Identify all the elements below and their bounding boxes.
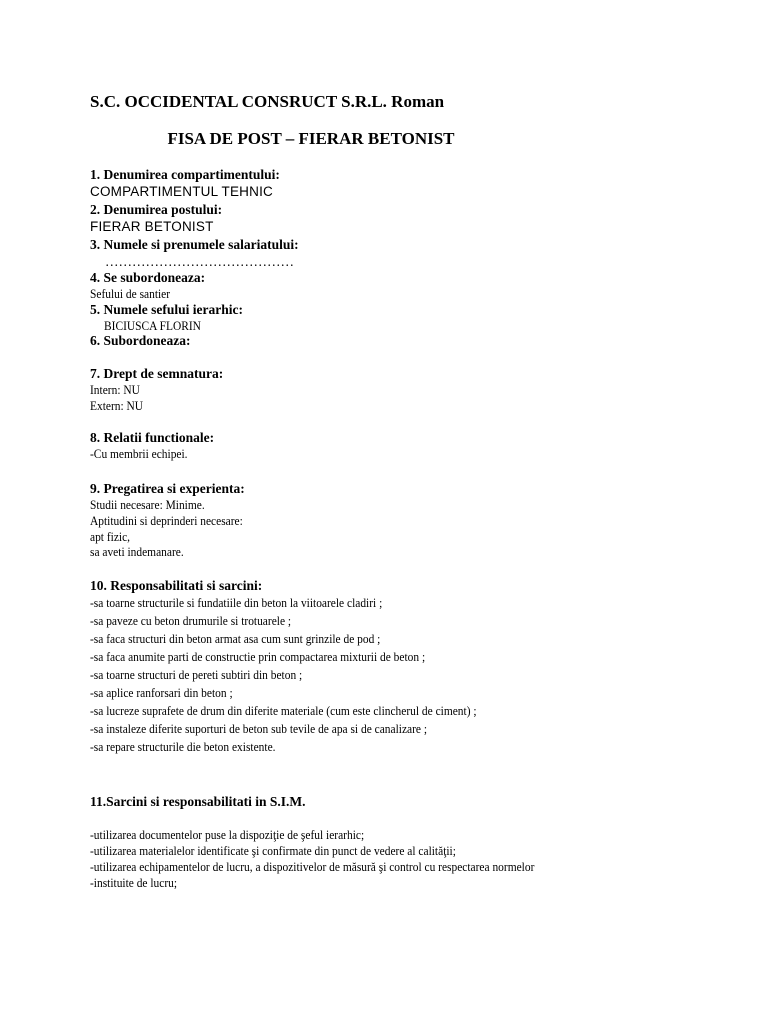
section-10-item: -sa paveze cu beton drumurile si trotuarele ; xyxy=(90,613,292,628)
section-5-heading: 5. Numele sefului ierarhic: xyxy=(90,302,243,317)
section-1-heading: 1. Denumirea compartimentului: xyxy=(90,167,280,182)
section-10-item: -sa faca structuri din beton armat asa cum sunt grinzile de pod ; xyxy=(90,631,381,646)
section-9-heading: 9. Pregatirea si experienta: xyxy=(90,481,245,496)
section-5-value: BICIUSCA FLORIN xyxy=(104,318,201,333)
section-9-line: sa aveti indemanare. xyxy=(90,544,184,559)
section-10-item: -sa toarne structurile si fundatiile din beton la viitoarele cladiri ; xyxy=(90,595,383,610)
section-9-line: Aptitudini si deprinderi necesare: xyxy=(90,513,243,528)
section-11-heading: 11.Sarcini si responsabilitati in S.I.M. xyxy=(90,794,306,809)
section-9-line: Studii necesare: Minime. xyxy=(90,497,205,512)
section-11-item: -utilizarea documentelor puse la dispoziţie de şeful ierarhic; xyxy=(90,827,365,842)
section-3-heading: 3. Numele si prenumele salariatului: xyxy=(90,237,299,252)
section-10-item: -sa instaleze diferite suporturi de beton sub tevile de apa si de canalizare ; xyxy=(90,721,428,736)
section-1-value: COMPARTIMENTUL TEHNIC xyxy=(90,184,273,199)
section-8-heading: 8. Relatii functionale: xyxy=(90,430,215,445)
section-11-item: -instituite de lucru; xyxy=(90,875,178,890)
section-9-line: apt fizic, xyxy=(90,529,131,544)
section-3-value: …………………………………… xyxy=(105,254,294,269)
document-title: FISA DE POST – FIERAR BETONIST xyxy=(167,129,455,148)
section-10-item: -sa toarne structuri de pereti subtiri din beton ; xyxy=(90,667,303,682)
section-10-item: -sa faca anumite parti de constructie prin compactarea mixturii de beton ; xyxy=(90,649,426,664)
section-11-item: -utilizarea echipamentelor de lucru, a dispozitivelor de măsură şi control cu respectarea normelor xyxy=(90,859,535,874)
section-7-intern: Intern: NU xyxy=(90,382,140,397)
section-11-item: -utilizarea materialelor identificate şi confirmate din punct de vedere al calităţii; xyxy=(90,843,456,858)
section-6-heading: 6. Subordoneaza: xyxy=(90,333,191,348)
section-2-heading: 2. Denumirea postului: xyxy=(90,202,223,217)
section-10-heading: 10. Responsabilitati si sarcini: xyxy=(90,578,263,593)
section-4-heading: 4. Se subordoneaza: xyxy=(90,270,206,285)
section-10-item: -sa lucreze suprafete de drum din diferite materiale (cum este clincherul de ciment) ; xyxy=(90,703,477,718)
section-8-value: -Cu membrii echipei. xyxy=(90,446,188,461)
section-4-value: Sefului de santier xyxy=(90,286,171,301)
section-2-value: FIERAR BETONIST xyxy=(90,219,214,234)
section-7-heading: 7. Drept de semnatura: xyxy=(90,366,224,381)
company-name: S.C. OCCIDENTAL CONSRUCT S.R.L. Roman xyxy=(90,92,445,111)
section-7-extern: Extern: NU xyxy=(90,398,144,413)
section-10-item: -sa aplice ranforsari din beton ; xyxy=(90,685,233,700)
section-10-item: -sa repare structurile die beton existente. xyxy=(90,739,276,754)
